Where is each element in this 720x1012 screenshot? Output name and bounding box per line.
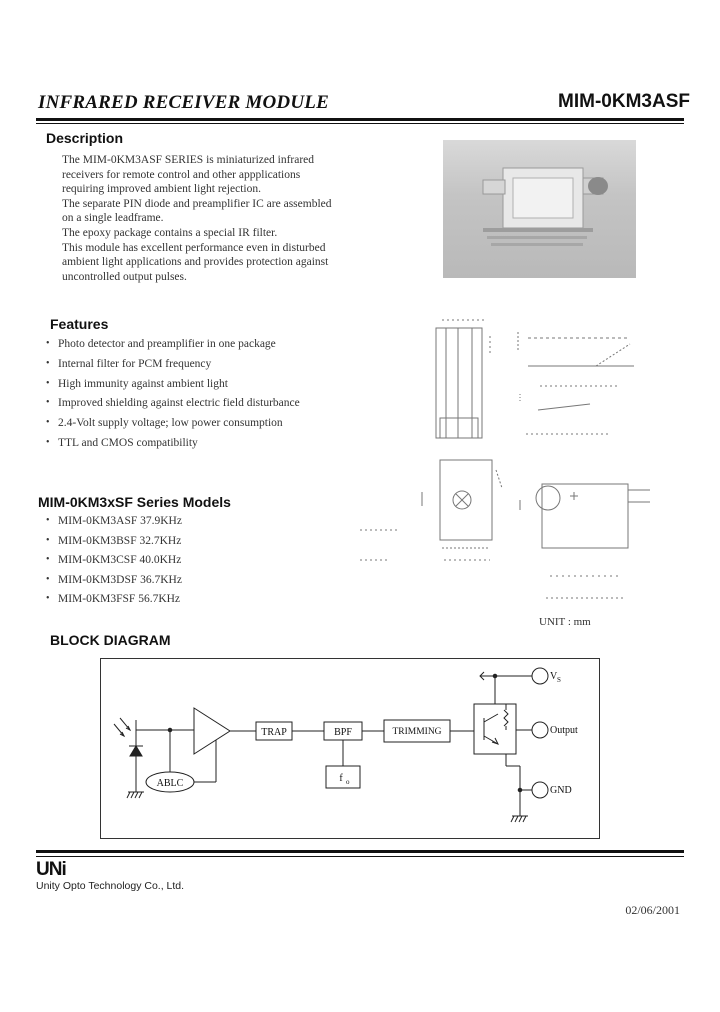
output-terminal-icon [532,722,548,738]
fo-subscript: o [346,778,350,786]
drawing-bottom-body [440,460,492,540]
models-list [46,515,266,613]
drawing-right-body [542,484,628,548]
header-rule-thin [36,123,684,124]
unit-label: UNIT : mm [539,616,591,628]
document-title: INFRARED RECEIVER MODULE [38,92,329,113]
description-line: on a single leadframe. [62,212,164,225]
model-item: • MIM-0KM3ASF 37.9KHz [46,515,266,535]
description-line: This module has excellent performance even in disturbed [62,241,326,254]
footer-rule-thin [36,856,684,857]
description-line: receivers for remote control and other appplications [62,168,301,181]
feature-item: • TTL and CMOS compatibility [46,437,376,457]
fo-block [326,766,360,788]
photodiode-icon [130,746,142,756]
company-logo: UNi [36,859,66,880]
models-heading: MIM-0KM3xSF Series Models [38,494,231,510]
feature-item: • 2.4-Volt supply voltage; low power consumption [46,417,376,437]
product-photo [443,140,636,278]
drawing-front-body [436,328,482,438]
trap-label: TRAP [261,727,287,738]
light-arrow-icon [120,718,130,730]
description-heading: Description [46,130,124,146]
model-item: • MIM-0KM3BSF 32.7KHz [46,535,266,555]
description-line: The epoxy package contains a special IR filter. [62,226,278,239]
block-diagram [100,658,600,839]
company-name: Unity Opto Technology Co., Ltd. [36,880,185,892]
description-line: ambient light applications and provides protection against [62,256,329,269]
footer-rule [36,850,684,853]
output-label: Output [550,725,578,736]
feature-item: • Photo detector and preamplifier in one package [46,338,376,358]
document-date: 02/06/2001 [625,903,680,917]
vs-subscript: S [557,676,561,684]
trimming-label: TRIMMING [392,727,442,737]
description-line: uncontrolled output pulses. [62,270,187,283]
feature-item: • Internal filter for PCM frequency [46,358,376,378]
description-line: The MIM-0KM3ASF SERIES is miniaturized infrared [62,154,315,166]
feature-item: • High immunity against ambient light [46,378,376,398]
module-photo-illustration [443,140,636,278]
part-number: MIM-0KM3ASF [558,91,690,112]
vs-terminal-icon [532,668,548,684]
model-item: • MIM-0KM3FSF 56.7KHz [46,593,266,613]
vs-label: V [550,671,558,682]
block-diagram-heading: BLOCK DIAGRAM [50,632,171,648]
amplifier-icon [194,708,230,754]
gnd-label: GND [550,785,572,796]
header-rule [36,118,684,121]
gnd-terminal-icon [532,782,548,798]
description-text [62,153,362,284]
mechanical-drawing [350,310,670,610]
ablc-label: ABLC [156,778,184,789]
bpf-label: BPF [334,727,352,738]
features-list [46,338,376,457]
output-stage-block [474,704,516,754]
description-line: requiring improved ambient light rejection. [62,183,261,196]
description-line: The separate PIN diode and preamplifier IC are assembled [62,197,332,210]
features-heading: Features [50,316,109,332]
feature-item: • Improved shielding against electric field disturbance [46,397,376,417]
fo-label: f [339,773,343,784]
model-item: • MIM-0KM3CSF 40.0KHz [46,554,266,574]
model-item: • MIM-0KM3DSF 36.7KHz [46,574,266,594]
